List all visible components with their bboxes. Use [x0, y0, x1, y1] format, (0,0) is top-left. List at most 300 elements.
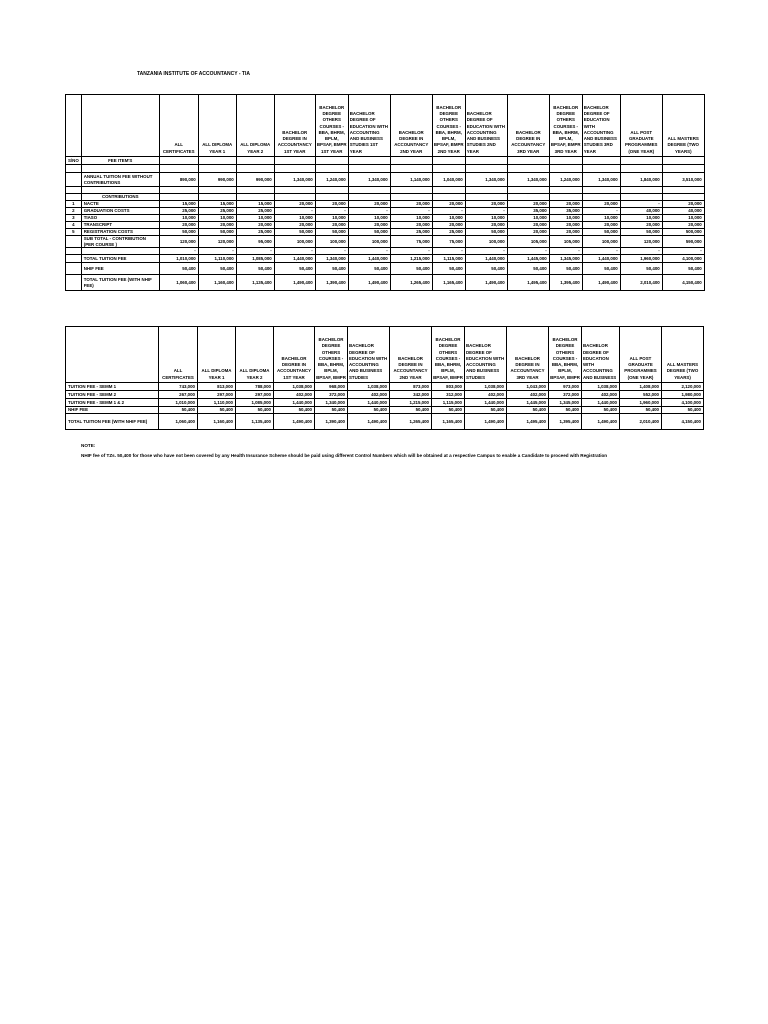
- semester-row: [66, 399, 704, 407]
- value-cell: 50,400: [159, 263, 198, 275]
- value-cell: 1,440,000: [465, 255, 507, 263]
- contribution-label: TIASO: [81, 215, 159, 222]
- value-cell: -: [390, 248, 432, 255]
- value-cell: -: [390, 208, 432, 215]
- value-cell: 1,110,000: [198, 255, 236, 263]
- column-header: ALL CERTIFICATES: [159, 95, 198, 157]
- empty-cell: [159, 194, 198, 201]
- column-header: BACHELOR DEGREE IN ACCOUNTANCY 2ND YEAR: [390, 327, 432, 383]
- spacer-row: [66, 187, 705, 194]
- value-cell: 20,000: [662, 222, 704, 229]
- value-cell: 20,000: [159, 222, 198, 229]
- column-header: BACHELOR DEGREE IN ACCOUNTANCY 3RD YEAR: [507, 327, 549, 383]
- value-cell: -: [348, 248, 390, 255]
- value-cell: 20,000: [390, 222, 432, 229]
- column-header: BACHELOR DEGREE OF EDUCATION WITH ACCOUNTING AND BUSINESS: [582, 327, 620, 383]
- value-cell: -: [432, 248, 465, 255]
- value-cell: -: [662, 248, 704, 255]
- value-cell: 50,400: [662, 407, 704, 414]
- empty-cell: [390, 194, 432, 201]
- value-cell: 1,043,000: [507, 383, 549, 391]
- value-cell: 50,000: [159, 229, 198, 236]
- value-cell: 1,110,000: [198, 399, 236, 407]
- empty-cell: [662, 187, 704, 194]
- value-cell: 20,000: [507, 229, 549, 236]
- empty-cell: [198, 187, 236, 194]
- empty-cell: [274, 165, 315, 173]
- value-cell: 50,000: [465, 229, 507, 236]
- empty-cell: [315, 187, 348, 194]
- sno-cell: 3: [66, 215, 82, 222]
- value-cell: 25,000: [432, 229, 465, 236]
- column-header: ALL DIPLOMA YEAR 2: [236, 327, 274, 383]
- sno-cell: 4: [66, 222, 82, 229]
- value-cell: 50,400: [549, 263, 582, 275]
- empty-cell: [274, 194, 315, 201]
- value-cell: 10,000: [507, 215, 549, 222]
- value-cell: 35,000: [549, 208, 582, 215]
- empty-cell: [274, 187, 315, 194]
- value-cell: 1,085,000: [236, 399, 274, 407]
- value-cell: 1,010,000: [159, 399, 198, 407]
- value-cell: 4,100,000: [662, 399, 704, 407]
- column-header: BACHELOR DEGREE OTHERS COURSES - BBA, BHRM, BPLM, BPSAF, BMPR 1ST YEAR: [315, 95, 348, 157]
- value-cell: 25,000: [236, 229, 274, 236]
- value-cell: 1,340,000: [315, 255, 348, 263]
- empty-cell: [81, 165, 159, 173]
- value-cell: 95,000: [236, 236, 274, 248]
- column-header: BACHELOR DEGREE OF EDUCATION WITH ACCOUNTING AND BUSINESS STUDIES: [465, 327, 507, 383]
- value-cell: 100,000: [274, 236, 315, 248]
- value-cell: 3,510,000: [662, 173, 704, 187]
- value-cell: 1,490,400: [465, 414, 507, 430]
- empty-cell: [315, 157, 348, 165]
- column-header: ALL CERTIFICATES: [159, 327, 198, 383]
- value-cell: 10,000: [274, 215, 315, 222]
- value-cell: 50,400: [465, 407, 507, 414]
- value-cell: 20,000: [274, 222, 315, 229]
- value-cell: 1,165,400: [432, 275, 465, 291]
- value-cell: 1,240,000: [315, 173, 348, 187]
- value-cell: 20,000: [620, 222, 662, 229]
- value-cell: 50,400: [432, 407, 465, 414]
- contribution-label: NACTE: [81, 201, 159, 208]
- header-blank-cell: [66, 95, 82, 157]
- semester-row-label: TOTAL TUITION FEE (WITH NHIF FEE): [66, 414, 159, 430]
- value-cell: -: [236, 248, 274, 255]
- value-cell: 50,000: [315, 229, 348, 236]
- value-cell: 20,000: [662, 201, 704, 208]
- value-cell: 1,135,400: [236, 414, 274, 430]
- value-cell: 2,010,400: [620, 275, 662, 291]
- empty-cell: [549, 187, 582, 194]
- column-header: BACHELOR DEGREE IN ACCOUNTANCY 1ST YEAR: [274, 327, 315, 383]
- column-header: BACHELOR DEGREE OTHERS COURSES - BBA, BHRM, BPLM, BPSAF, BMPR: [315, 327, 348, 383]
- value-cell: 372,000: [549, 391, 582, 399]
- total-row: [66, 255, 705, 263]
- empty-cell: [236, 194, 274, 201]
- empty-cell: [507, 165, 549, 173]
- dash-row: [66, 248, 705, 255]
- value-cell: -: [348, 208, 390, 215]
- value-cell: 75,000: [390, 236, 432, 248]
- value-cell: 50,400: [315, 407, 348, 414]
- value-cell: 10,000: [582, 215, 620, 222]
- value-cell: 20,000: [315, 222, 348, 229]
- value-cell: 4,100,000: [662, 255, 704, 263]
- value-cell: 1,085,000: [236, 255, 274, 263]
- value-cell: -: [620, 248, 662, 255]
- value-cell: 1,445,000: [507, 399, 549, 407]
- column-header: ALL POST GRADUATE PROGRAMMES (ONE YEAR): [620, 327, 662, 383]
- value-cell: 500,000: [662, 229, 704, 236]
- value-cell: 1,840,000: [620, 173, 662, 187]
- value-cell: 1,160,400: [198, 414, 236, 430]
- value-cell: 552,000: [620, 391, 662, 399]
- value-cell: 10,000: [549, 215, 582, 222]
- document-title: TANZANIA INSTITUTE OF ACCOUNTANCY - TIA: [137, 71, 250, 77]
- sno-header: S/NO: [66, 157, 82, 165]
- empty-cell: [549, 157, 582, 165]
- empty-cell: [549, 165, 582, 173]
- subtotal-label: SUB TOTAL - CONTRIBUTION (PER COURSE ): [81, 236, 159, 248]
- column-header: BACHELOR DEGREE OF EDUCATION WITH ACCOUNTING AND BUSINESS STUDIES 2ND YEAR: [465, 95, 507, 157]
- column-header: ALL MASTERS DEGREE (TWO YEARS): [662, 95, 704, 157]
- nhif-label: NHIF FEE: [81, 263, 159, 275]
- value-cell: 1,265,400: [390, 275, 432, 291]
- empty-cell: [66, 165, 82, 173]
- empty-cell: [582, 157, 620, 165]
- sno-cell: [66, 248, 82, 255]
- value-cell: 50,400: [507, 263, 549, 275]
- value-cell: 105,000: [549, 236, 582, 248]
- value-cell: 20,000: [315, 201, 348, 208]
- empty-cell: [81, 187, 159, 194]
- value-cell: 50,400: [507, 407, 549, 414]
- value-cell: 50,400: [390, 407, 432, 414]
- value-cell: 20,000: [432, 201, 465, 208]
- value-cell: 50,000: [198, 229, 236, 236]
- value-cell: 50,400: [236, 263, 274, 275]
- value-cell: 20,000: [549, 229, 582, 236]
- value-cell: 1,010,000: [159, 255, 198, 263]
- value-cell: 402,000: [274, 391, 315, 399]
- empty-cell: [390, 187, 432, 194]
- header-blank-cell: [81, 95, 159, 157]
- value-cell: 120,000: [198, 236, 236, 248]
- value-cell: 1,440,000: [582, 255, 620, 263]
- value-cell: -: [582, 208, 620, 215]
- value-cell: 4,150,400: [662, 414, 704, 430]
- value-cell: -: [465, 248, 507, 255]
- contribution-row: [66, 208, 705, 215]
- value-cell: 1,215,000: [390, 255, 432, 263]
- value-cell: 20,000: [549, 201, 582, 208]
- value-cell: 968,000: [315, 383, 348, 391]
- column-header: BACHELOR DEGREE OF EDUCATION WITH ACCOUNTING AND BUSINESS STUDIES 3RD YEAR: [582, 95, 620, 157]
- value-cell: 50,400: [432, 263, 465, 275]
- value-cell: 4,150,400: [662, 275, 704, 291]
- sno-cell: 1: [66, 201, 82, 208]
- value-cell: 20,000: [549, 222, 582, 229]
- empty-cell: [66, 187, 82, 194]
- empty-cell: [236, 187, 274, 194]
- empty-cell: [582, 194, 620, 201]
- fee-items-header: FEE ITEM'S: [81, 157, 159, 165]
- value-cell: 50,400: [549, 407, 582, 414]
- value-cell: 20,000: [582, 222, 620, 229]
- value-cell: 297,000: [236, 391, 274, 399]
- value-cell: 1,340,000: [274, 173, 315, 187]
- value-cell: 1,440,000: [348, 255, 390, 263]
- empty-cell: [315, 194, 348, 201]
- value-cell: 20,000: [432, 222, 465, 229]
- empty-cell: [662, 194, 704, 201]
- empty-cell: [432, 157, 465, 165]
- value-cell: 20,000: [390, 201, 432, 208]
- sno-cell: [66, 173, 82, 187]
- semester-row: [66, 391, 704, 399]
- contribution-row: [66, 215, 705, 222]
- total-nhif-label: TOTAL TUITION FEE (WITH NHIF FEE): [81, 275, 159, 291]
- column-header: ALL POST GRADUATE PROGRAMMES (ONE YEAR): [620, 95, 662, 157]
- value-cell: 100,000: [348, 236, 390, 248]
- value-cell: 10,000: [662, 215, 704, 222]
- empty-cell: [348, 157, 390, 165]
- value-cell: 1,345,000: [549, 399, 582, 407]
- sno-cell: [66, 236, 82, 248]
- empty-cell: [620, 165, 662, 173]
- column-header-row: [66, 327, 704, 383]
- semester-row-label: TUITION FEE - SEMM 2: [66, 391, 159, 399]
- value-cell: -: [274, 248, 315, 255]
- value-cell: 1,490,400: [465, 275, 507, 291]
- value-cell: 20,000: [348, 201, 390, 208]
- column-header: ALL DIPLOMA YEAR 1: [198, 95, 236, 157]
- value-cell: -: [507, 248, 549, 255]
- value-cell: 50,400: [348, 407, 390, 414]
- value-cell: 10,000: [348, 215, 390, 222]
- value-cell: 25,000: [390, 229, 432, 236]
- value-cell: 1,495,400: [507, 275, 549, 291]
- value-cell: 25,000: [236, 208, 274, 215]
- value-cell: 1,490,400: [274, 414, 315, 430]
- value-cell: 10,000: [315, 215, 348, 222]
- fee-table-annual: [65, 94, 705, 291]
- value-cell: 105,000: [507, 236, 549, 248]
- value-cell: 1,340,000: [582, 173, 620, 187]
- value-cell: 1,980,000: [662, 391, 704, 399]
- value-cell: -: [315, 248, 348, 255]
- value-cell: 50,400: [390, 263, 432, 275]
- value-cell: 10,000: [236, 215, 274, 222]
- total-nhif-row: [66, 275, 705, 291]
- value-cell: 120,000: [620, 236, 662, 248]
- value-cell: 10,000: [620, 215, 662, 222]
- value-cell: 50,400: [662, 263, 704, 275]
- contribution-label: REGISTRATION COSTS: [81, 229, 159, 236]
- value-cell: 1,060,400: [159, 414, 198, 430]
- empty-cell: [582, 165, 620, 173]
- value-cell: 803,000: [432, 383, 465, 391]
- column-header: BACHELOR DEGREE IN ACCOUNTANCY 3RD YEAR: [507, 95, 549, 157]
- value-cell: 40,000: [620, 208, 662, 215]
- value-cell: 1,490,400: [582, 275, 620, 291]
- value-cell: 1,240,000: [549, 173, 582, 187]
- value-cell: 100,000: [465, 236, 507, 248]
- contributions-header-row: [66, 194, 705, 201]
- empty-cell: [348, 165, 390, 173]
- value-cell: 10,000: [198, 215, 236, 222]
- empty-cell: [274, 157, 315, 165]
- contribution-row: [66, 229, 705, 236]
- value-cell: 1,135,400: [236, 275, 274, 291]
- empty-cell: [390, 157, 432, 165]
- semester-row-label: TUITION FEE - SEMM 1: [66, 383, 159, 391]
- annual-fee-row: [66, 173, 705, 187]
- value-cell: 50,400: [274, 263, 315, 275]
- value-cell: 312,000: [432, 391, 465, 399]
- value-cell: 50,400: [465, 263, 507, 275]
- value-cell: 590,000: [662, 236, 704, 248]
- value-cell: 1,140,000: [390, 173, 432, 187]
- column-header: BACHELOR DEGREE IN ACCOUNTANCY 2ND YEAR: [390, 95, 432, 157]
- subtotal-row: [66, 236, 705, 248]
- value-cell: 25,000: [159, 208, 198, 215]
- value-cell: 890,000: [159, 173, 198, 187]
- value-cell: 1,340,000: [507, 173, 549, 187]
- sno-cell: 2: [66, 208, 82, 215]
- value-cell: 1,390,400: [315, 275, 348, 291]
- value-cell: 267,000: [159, 391, 198, 399]
- value-cell: 50,400: [198, 263, 236, 275]
- value-cell: 15,000: [159, 201, 198, 208]
- value-cell: 990,000: [236, 173, 274, 187]
- column-header-row: [66, 95, 705, 157]
- value-cell: -: [198, 248, 236, 255]
- empty-cell: [465, 165, 507, 173]
- value-cell: 1,340,000: [465, 173, 507, 187]
- empty-cell: [348, 194, 390, 201]
- empty-cell: [432, 165, 465, 173]
- value-cell: 743,000: [159, 383, 198, 391]
- empty-cell: [198, 194, 236, 201]
- value-cell: 40,000: [662, 208, 704, 215]
- column-header: ALL DIPLOMA YEAR 2: [236, 95, 274, 157]
- value-cell: 10,000: [465, 215, 507, 222]
- value-cell: 1,340,000: [348, 173, 390, 187]
- value-cell: 1,395,400: [549, 414, 582, 430]
- empty-cell: [390, 165, 432, 173]
- empty-cell: [620, 157, 662, 165]
- value-cell: 1,038,000: [274, 383, 315, 391]
- value-cell: 50,000: [348, 229, 390, 236]
- empty-cell: [507, 187, 549, 194]
- empty-cell: [159, 165, 198, 173]
- value-cell: 1,490,400: [348, 414, 390, 430]
- value-cell: 1,115,000: [432, 255, 465, 263]
- value-cell: -: [620, 201, 662, 208]
- value-cell: 10,000: [159, 215, 198, 222]
- value-cell: 1,340,000: [315, 399, 348, 407]
- value-cell: 2,120,000: [662, 383, 704, 391]
- value-cell: 1,165,400: [432, 414, 465, 430]
- semester-row-label: NHIF FEE: [66, 407, 159, 414]
- empty-cell: [159, 157, 198, 165]
- sno-cell: [66, 263, 82, 275]
- value-cell: -: [315, 208, 348, 215]
- value-cell: 1,490,400: [348, 275, 390, 291]
- empty-cell: [348, 187, 390, 194]
- value-cell: 20,000: [198, 222, 236, 229]
- note-title: NOTE:: [81, 443, 96, 448]
- value-cell: 973,000: [549, 383, 582, 391]
- empty-cell: [662, 157, 704, 165]
- value-cell: 2,010,400: [620, 414, 662, 430]
- value-cell: 50,400: [315, 263, 348, 275]
- value-cell: 20,000: [507, 222, 549, 229]
- value-cell: 990,000: [198, 173, 236, 187]
- value-cell: 20,000: [507, 201, 549, 208]
- value-cell: 1,445,000: [507, 255, 549, 263]
- value-cell: -: [432, 208, 465, 215]
- value-cell: 1,440,000: [465, 399, 507, 407]
- value-cell: 1,060,400: [159, 275, 198, 291]
- total-label: TOTAL TUITION FEE: [81, 255, 159, 263]
- column-header: BACHELOR DEGREE OTHERS COURSES - BBA, BHRM, BPLM, BPSAF, BMPR 3RD YEAR: [549, 95, 582, 157]
- value-cell: 402,000: [507, 391, 549, 399]
- column-header: BACHELOR DEGREE IN ACCOUNTANCY 1ST YEAR: [274, 95, 315, 157]
- value-cell: 402,000: [582, 391, 620, 399]
- value-cell: 1,040,000: [432, 173, 465, 187]
- header-blank-cell: [66, 327, 159, 383]
- value-cell: 50,400: [198, 407, 236, 414]
- contributions-label: CONTRIBUTIONS: [81, 194, 159, 201]
- semester-row-label: TUITION FEE - SEMM 1 & 2: [66, 399, 159, 407]
- value-cell: 1,215,000: [390, 399, 432, 407]
- column-header: BACHELOR DEGREE OTHERS COURSES - BBA, BHRM, BPLM, BPSAF, BMPR: [549, 327, 582, 383]
- empty-cell: [315, 165, 348, 173]
- value-cell: 20,000: [274, 201, 315, 208]
- value-cell: 15,000: [198, 201, 236, 208]
- nhif-row: [66, 263, 705, 275]
- value-cell: 120,000: [159, 236, 198, 248]
- value-cell: 873,000: [390, 383, 432, 391]
- empty-cell: [432, 187, 465, 194]
- value-cell: 813,000: [198, 383, 236, 391]
- value-cell: 1,440,000: [274, 399, 315, 407]
- contribution-label: GRADUATION COSTS: [81, 208, 159, 215]
- empty-cell: [662, 165, 704, 173]
- empty-cell: [236, 157, 274, 165]
- value-cell: 50,400: [274, 407, 315, 414]
- column-header: BACHELOR DEGREE OTHERS COURSES - BBA, BHRM, BPLM, BPSAF, BMPR 2ND YEAR: [432, 95, 465, 157]
- value-cell: 100,000: [315, 236, 348, 248]
- empty-cell: [549, 194, 582, 201]
- empty-cell: [582, 187, 620, 194]
- value-cell: 1,408,000: [620, 383, 662, 391]
- column-header: BACHELOR DEGREE OF EDUCATION WITH ACCOUNTING AND BUSINESS STUDIES: [348, 327, 390, 383]
- value-cell: 50,400: [620, 407, 662, 414]
- empty-cell: [81, 248, 159, 255]
- empty-cell: [465, 194, 507, 201]
- empty-cell: [465, 157, 507, 165]
- value-cell: 297,000: [198, 391, 236, 399]
- value-cell: 35,000: [507, 208, 549, 215]
- value-cell: 15,000: [236, 201, 274, 208]
- value-cell: -: [465, 208, 507, 215]
- note-text: NHIF fee of TZs. 50,400 for those who have not been covered by any Health Insurance Scheme should be paid using different Control Numbers which will be obtained at a respective Campus to enable a Candidate to proceed with Registration: [81, 453, 608, 458]
